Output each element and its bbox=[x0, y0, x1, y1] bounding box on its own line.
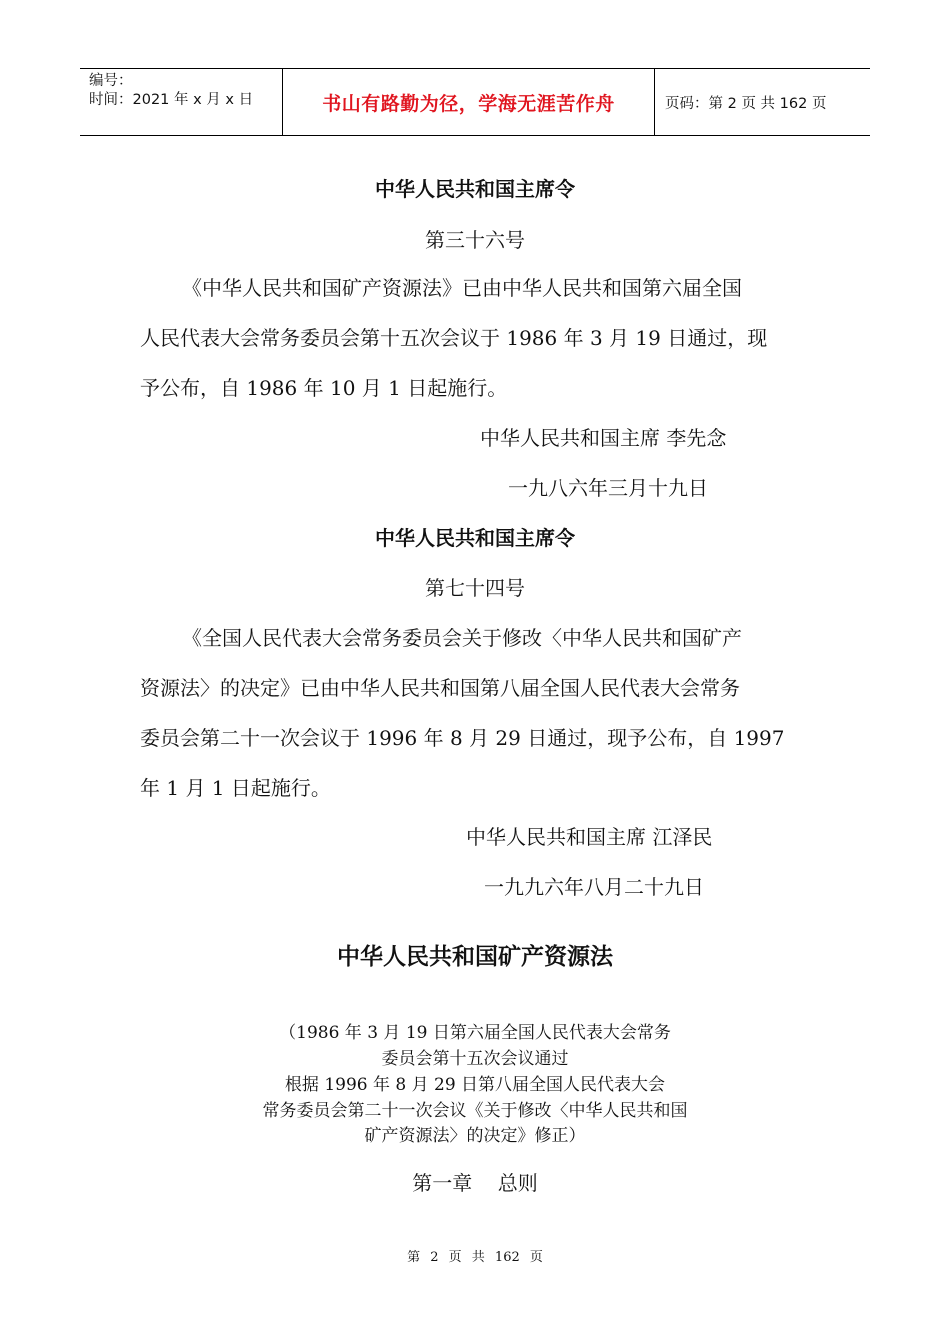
order2-title: 中华人民共和国主席令 bbox=[375, 526, 575, 550]
order1-body-line-2: 人民代表大会常务委员会第十五次会议于 1986 年 3 月 19 日通过，现 bbox=[140, 326, 768, 350]
order1-body-line-1: 《中华人民共和国矿产资源法》已由中华人民共和国第六届全国 bbox=[182, 276, 742, 300]
law-note-line-5: 矿产资源法〉的决定》修正） bbox=[364, 1126, 586, 1146]
order1-body-line-3: 予公布，自 1986 年 10 月 1 日起施行。 bbox=[140, 376, 508, 400]
law-note-line-3: 根据 1996 年 8 月 29 日第八届全国人民代表大会 bbox=[284, 1075, 666, 1095]
order1-signatory: 中华人民共和国主席 李先念 bbox=[480, 426, 727, 450]
order2-body-line-2: 资源法〉的决定》已由中华人民共和国第八届全国人民代表大会常务 bbox=[140, 676, 740, 700]
chapter-heading: 第一章 总则 bbox=[412, 1171, 538, 1195]
law-note-line-1: （1986 年 3 月 19 日第六届全国人民代表大会常务 bbox=[279, 1023, 671, 1043]
header-motto: 书山有路勤为径，学海无涯苦作舟 bbox=[283, 69, 655, 135]
order2-signatory: 中华人民共和国主席 江泽民 bbox=[466, 825, 713, 849]
serial-label: 编号： bbox=[89, 73, 133, 89]
page-header bbox=[80, 68, 870, 136]
order1-number: 第三十六号 bbox=[425, 228, 525, 252]
header-page-info: 页码：第 2 页 共 162 页 bbox=[665, 95, 827, 112]
order2-body-line-3: 委员会第二十一次会议于 1996 年 8 月 29 日通过，现予公布，自 1997 bbox=[140, 726, 785, 750]
law-note-line-2: 委员会第十五次会议通过 bbox=[381, 1049, 569, 1069]
order2-body-line-1: 《全国人民代表大会常务委员会关于修改〈中华人民共和国矿产 bbox=[182, 626, 742, 650]
header-meta bbox=[80, 69, 283, 135]
order2-number: 第七十四号 bbox=[425, 576, 525, 600]
order2-body-line-4: 年 1 月 1 日起施行。 bbox=[140, 776, 331, 800]
time-label: 时间：2021 年 x 月 x 日 bbox=[89, 92, 254, 108]
law-note-line-4: 常务委员会第二十一次会议《关于修改〈中华人民共和国 bbox=[262, 1101, 688, 1121]
page-footer: 第 2 页 共 162 页 bbox=[407, 1250, 543, 1265]
order1-date: 一九八六年三月十九日 bbox=[508, 476, 708, 500]
law-title: 中华人民共和国矿产资源法 bbox=[337, 944, 613, 970]
order2-date: 一九九六年八月二十九日 bbox=[484, 875, 704, 899]
order1-title: 中华人民共和国主席令 bbox=[375, 177, 575, 201]
